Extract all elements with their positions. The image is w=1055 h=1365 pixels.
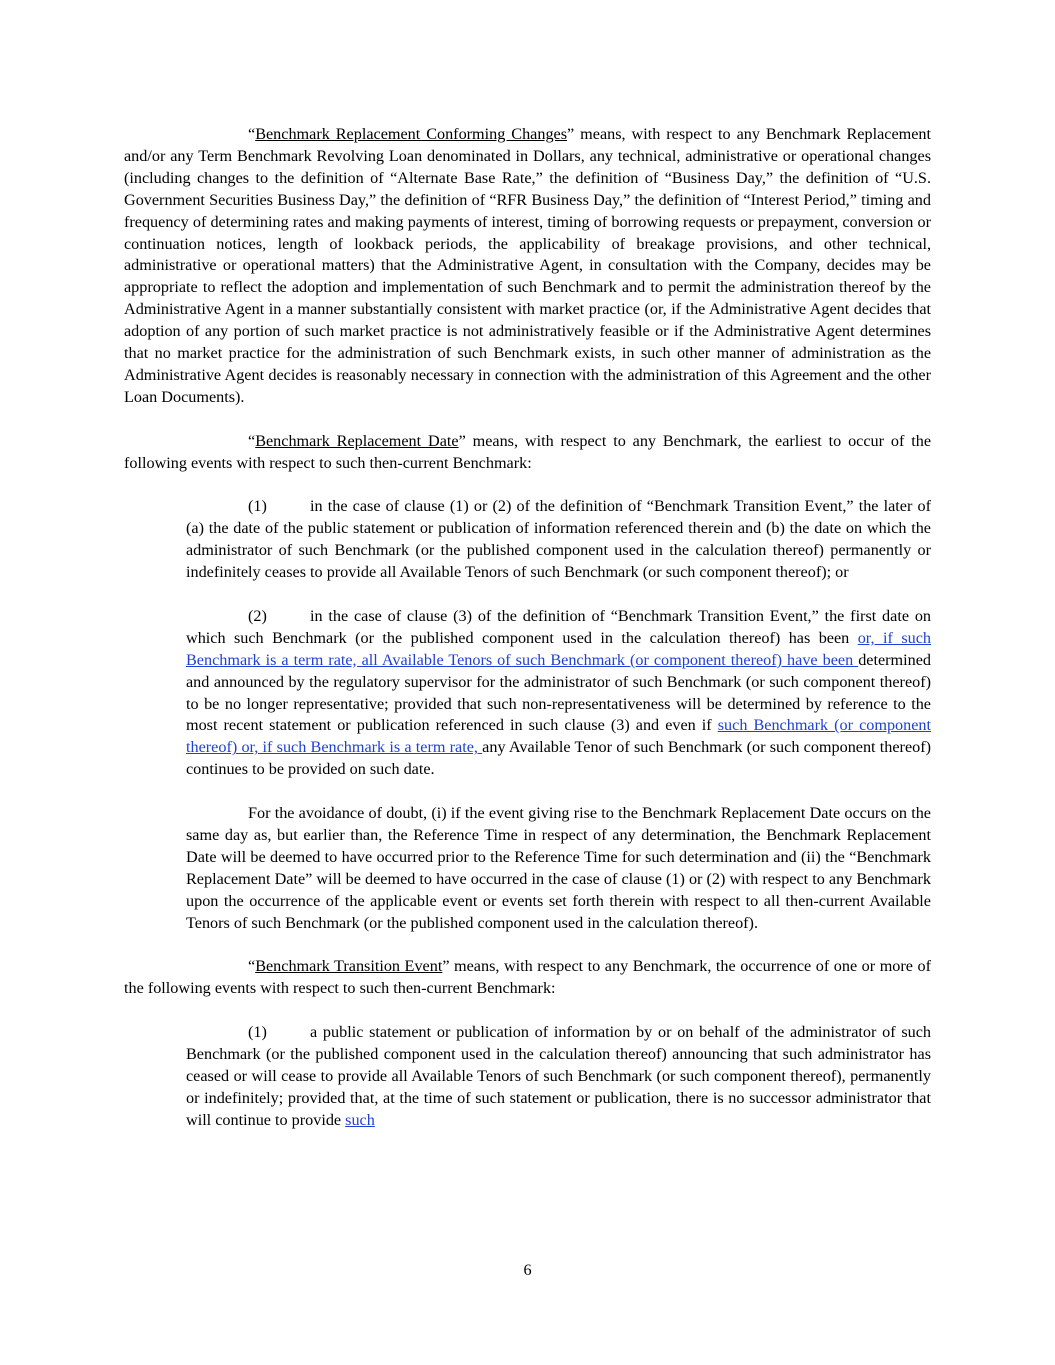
defined-term: Benchmark Replacement Date — [255, 431, 459, 450]
clause-number: (2) — [248, 606, 267, 625]
clause-text: in the case of clause (3) of the definition of “Benchmark Transition Event,” the first date on which such Benchmark (or the published component used in the calculation thereof) has been — [186, 606, 931, 647]
page-body — [124, 124, 931, 1132]
inserted-text: such Benchmark (or component thereof) or, if such Benchmark is a term rate, — [186, 716, 931, 757]
clause-text: a public statement or publication of information by or on behalf of the administrator of such Benchmark (or the published component used in the calculation thereof) announcing that such administrator has ceased or will cease to provide all Available Tenors of such Benchmark (or such component thereof), permanently or indefinitely; provided that, at the time of such statement or publication, there is no successor administrator that will continue to provide — [186, 1023, 931, 1129]
definition-benchmark-transition-event — [124, 956, 931, 1000]
clause-number: (1) — [248, 1023, 267, 1042]
inserted-text: or, if such Benchmark is a term rate, all Available Tenors of such Benchmark (or component thereof) have been — [186, 628, 931, 669]
definition-benchmark-replacement-conforming-changes — [124, 124, 931, 409]
clause-text: in the case of clause (1) or (2) of the definition of “Benchmark Transition Event,” the later of (a) the date of the public statement or publication of information referenced therein and (b) the date on which the administrator of such Benchmark (or the published component used in the calculation thereof) permanently or indefinitely ceases to provide all Available Tenors of such Benchmark (or such component thereof); or — [186, 497, 931, 582]
paragraph-spacer — [124, 474, 931, 496]
avoidance-paragraph: For the avoidance of doubt, (i) if the event giving rise to the Benchmark Replacement Date occurs on the same day as, but earlier than, the Reference Time in respect of any determination, the Benchmark Replacement Date will be deemed to have occurred prior to the Reference Time for such determination and (ii) the “Benchmark Replacement Date” will be deemed to have occurred in the case of clause (1) or (2) with respect to any Benchmark upon the occurrence of the applicable event or events set forth therein with respect to all then-current Available Tenors of such Benchmark (or the published component used in the calculation thereof). — [186, 804, 931, 932]
page-number: 6 — [523, 1261, 532, 1279]
definition-text: ” means, with respect to any Benchmark, the earliest to occur of the following events with respect to such then-current Benchmark: — [124, 431, 931, 472]
paragraph-spacer — [124, 934, 931, 956]
clause-item — [186, 496, 931, 584]
definition-text: ” means, with respect to any Benchmark, the occurrence of one or more of the following events with respect to such then-current Benchmark: — [124, 957, 931, 998]
clause-item — [186, 606, 931, 781]
paragraph-spacer — [124, 409, 931, 431]
clause-text: determined and announced by the regulatory supervisor for the administrator of such Benchmark (or such component thereof) to be no longer representative; provided that such non-representativeness will be determined by reference to the most recent statement or publication referenced in such clause (3) and even if — [186, 650, 931, 735]
open-quote: “ — [248, 125, 256, 143]
inserted-text: such — [345, 1110, 375, 1129]
open-quote: “ — [248, 431, 256, 450]
defined-term: Benchmark Transition Event — [255, 957, 443, 976]
paragraph-spacer — [124, 1000, 931, 1022]
definition-text: ” means, with respect to any Benchmark Replacement and/or any Term Benchmark Revolving Loan denominated in Dollars, any technical, administrative or operational changes (including changes to the definition of “Alternate Base Rate,” the definition of “Business Day,” the definition of “U.S. Government Securities Business Day,” the definition of “RFR Business Day,” the definition of “Interest Period,” timing and frequency of determining rates and making payments of interest, timing of borrowing requests or prepayment, conversion or continuation notices, length of lookback periods, the applicability of breakage provisions, and other technical, administrative or operational matters) that the Administrative Agent, in consultation with the Company, decides may be appropriate to reflect the adoption and implementation of such Benchmark and to permit the administration thereof by the Administrative Agent in a manner substantially consistent with market practice (or, if the Administrative Agent decides that adoption of any portion of such market practice is not administratively feasible or if the Administrative Agent determines that no market practice for the administration of such Benchmark exists, in such other manner of administration as the Administrative Agent decides is reasonably necessary in connection with the administration of this Agreement and the other Loan Documents). — [124, 125, 931, 406]
open-quote: “ — [248, 957, 256, 976]
defined-term: Benchmark Replacement Conforming Changes — [255, 125, 568, 143]
clause-number: (1) — [248, 497, 267, 516]
paragraph-spacer — [124, 584, 931, 606]
clause-item — [186, 1022, 931, 1132]
clause-text: any Available Tenor of such Benchmark (or such component thereof) continues to be provided on such date. — [186, 738, 931, 779]
paragraph-spacer — [124, 781, 931, 803]
definition-benchmark-replacement-date — [124, 431, 931, 475]
